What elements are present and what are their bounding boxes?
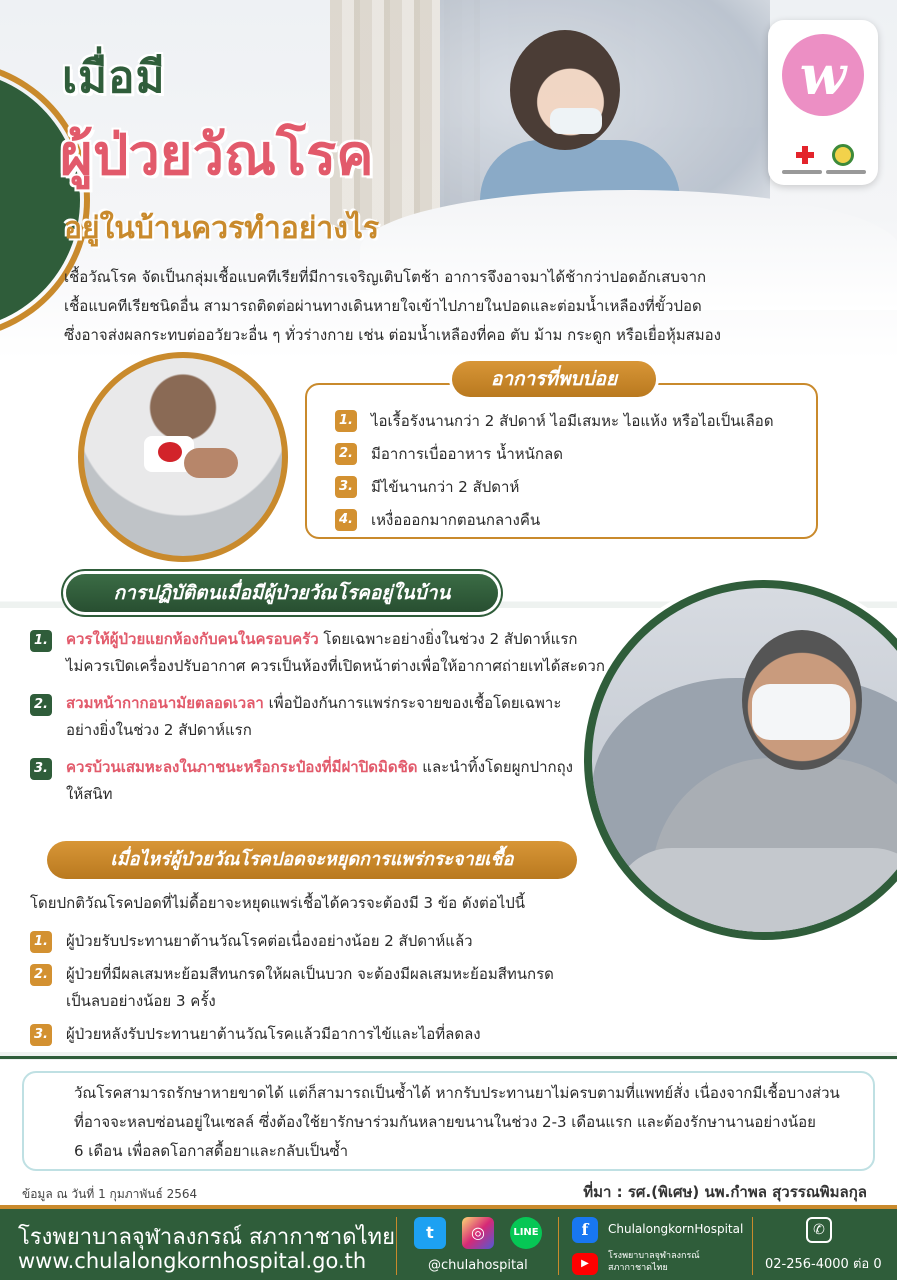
care-rest: โดยเฉพาะอย่างยิ่งในช่วง 2 สัปดาห์แรก (318, 630, 578, 648)
note-line: ที่อาจจะหลบซ่อนอยู่ในเซลล์ ซึ่งต้องใช้ยารักษาร่วมกันหลายขนานในช่วง 2-3 เดือนแรก และต้องรักษานานอย่างน้อย (74, 1113, 816, 1131)
list-item (335, 470, 774, 503)
title-line-2: ผู้ป่วยวัณโรค (60, 123, 374, 188)
hospital-seal-icon (832, 144, 854, 166)
list-item (30, 690, 620, 744)
stop-line: ผู้ป่วยที่มีผลเสมหะย้อมสีทนกรดให้ผลเป็นบวก จะต้องมีผลเสมหะย้อมสีทนกรด (66, 965, 554, 983)
intro-line: ซึ่งอาจส่งผลกระทบต่ออวัยวะอื่น ๆ ทั่วร่างกาย เช่น ต่อมน้ำเหลืองที่คอ ตับ ม้าม กระดูก หรือเยื่อหุ้มสมอง (64, 326, 721, 344)
number-badge: 4. (335, 509, 357, 531)
footer-divider (396, 1217, 397, 1275)
symptoms-list (335, 404, 774, 536)
number-badge: 1. (335, 410, 357, 432)
date-info: ข้อมูล ณ วันที่ 1 กุมภาพันธ์ 2564 (22, 1187, 198, 1201)
list-item (30, 928, 610, 955)
logo-card (768, 20, 878, 185)
number-badge: 2. (335, 443, 357, 465)
symptom-text: เหงื่อออกมากตอนกลางคืน (371, 510, 541, 529)
red-cross-icon (796, 146, 814, 164)
stop-line: ผู้ป่วยรับประทานยาต้านวัณโรคต่อเนื่องอย่างน้อย 2 สัปดาห์แล้ว (66, 932, 473, 950)
section-divider (0, 1056, 897, 1059)
facebook-icon[interactable]: f (572, 1217, 598, 1243)
youtube-line1: โรงพยาบาลจุฬาลงกรณ์ (608, 1251, 700, 1261)
stop-text (66, 961, 554, 1015)
coughing-blood-photo (78, 352, 288, 562)
care-highlight: สวมหน้ากากอนามัยตลอดเวลา (66, 694, 264, 712)
youtube-icon[interactable]: ▶ (572, 1253, 598, 1275)
number-badge: 1. (30, 630, 52, 652)
stop-spread-intro: โดยปกติวัณโรคปอดที่ไม่ดื้อยาจะหยุดแพร่เชื้อได้ควรจะต้องมี 3 ข้อ ดังต่อไปนี้ (30, 894, 526, 912)
care-highlight: ควรให้ผู้ป่วยแยกห้องกับคนในครอบครัว (66, 630, 319, 648)
logo-caption-left (782, 170, 822, 174)
care-text (66, 690, 561, 744)
list-item (30, 961, 610, 1015)
care-line2: อย่างยิ่งในช่วง 2 สัปดาห์แรก (66, 721, 252, 739)
number-badge: 3. (30, 1024, 52, 1046)
facebook-name[interactable]: ChulalongkornHospital (608, 1222, 744, 1236)
list-item (30, 754, 620, 808)
list-item (335, 503, 774, 536)
intro-line: เชื้อวัณโรค จัดเป็นกลุ่มเชื้อแบคทีเรียที่มีการเจริญเติบโตช้า อาการจึงอาจมาได้ช้ากว่าปอดอักเสบจาก (64, 268, 707, 286)
care-line2: ให้สนิท (66, 785, 113, 803)
phone-icon[interactable]: ✆ (806, 1217, 832, 1243)
phone-number[interactable]: 02-256-4000 ต่อ 0 (765, 1257, 882, 1272)
instagram-icon[interactable]: ◎ (462, 1217, 494, 1249)
list-item (30, 626, 620, 680)
women-health-logo: w (782, 34, 864, 116)
title-line-1: เมื่อมี (62, 52, 166, 103)
footer-divider (752, 1217, 753, 1275)
number-badge: 3. (30, 758, 52, 780)
symptoms-heading: อาการที่พบบ่อย (452, 361, 656, 397)
footer-divider (558, 1217, 559, 1275)
social-handle[interactable]: @chulahospital (428, 1258, 528, 1273)
twitter-icon[interactable]: t (414, 1217, 446, 1249)
symptom-text: ไอเรื้อรังนานกว่า 2 สัปดาห์ ไอมีเสมหะ ไอแห้ง หรือไอเป็นเลือด (371, 411, 774, 430)
care-rest: และนำทิ้งโดยผูกปากถุง (417, 758, 573, 776)
note-line: 6 เดือน เพื่อลดโอกาสดื้อยาและกลับเป็นซ้ำ (74, 1142, 349, 1160)
stop-spread-list (30, 928, 610, 1054)
title-line-3: อยู่ในบ้านควรทำอย่างไร (64, 211, 380, 246)
care-heading: การปฏิบัติตนเมื่อมีผู้ป่วยวัณโรคอยู่ในบ้าน (66, 574, 498, 612)
note-line: วัณโรคสามารถรักษาหายขาดได้ แต่ก็สามารถเป็นซ้ำได้ หากรับประทานยาไม่ครบตามที่แพทย์สั่ง เนื่องจากมีเชื้อบางส่วน (74, 1084, 840, 1102)
number-badge: 3. (335, 476, 357, 498)
youtube-line2: สภากาชาดไทย (608, 1263, 668, 1273)
number-badge: 1. (30, 931, 52, 953)
list-item (335, 437, 774, 470)
number-badge: 2. (30, 694, 52, 716)
line-icon[interactable]: LINE (510, 1217, 542, 1249)
intro-paragraph (64, 263, 864, 350)
stop-line: เป็นลบอย่างน้อย 3 ครั้ง (66, 992, 216, 1010)
hospital-name: โรงพยาบาลจุฬาลงกรณ์ สภากาชาดไทย (18, 1225, 395, 1250)
symptom-text: มีไข้นานกว่า 2 สัปดาห์ (371, 477, 520, 496)
stop-spread-heading: เมื่อไหร่ผู้ป่วยวัณโรคปอดจะหยุดการแพร่กระจายเชื้อ (47, 841, 577, 879)
source-credit: ที่มา : รศ.(พิเศษ) นพ.กำพล สุวรรณพิมลกุล (583, 1183, 867, 1201)
stop-text (66, 928, 473, 955)
logo-caption-right (826, 170, 866, 174)
symptom-text: มีอาการเบื่ออาหาร น้ำหนักลด (371, 444, 563, 463)
care-highlight: ควรบ้วนเสมหะลงในภาชนะหรือกระป๋องที่มีฝาปิดมิดชิด (66, 758, 418, 776)
care-line2: ไม่ควรเปิดเครื่องปรับอากาศ ควรเป็นห้องที่เปิดหน้าต่างเพื่อให้อากาศถ่ายเทได้สะดวก (66, 657, 605, 675)
stop-line: ผู้ป่วยหลังรับประทานยาต้านวัณโรคแล้วมีอาการไข้และไอที่ลดลง (66, 1025, 481, 1043)
note-box (22, 1071, 875, 1171)
stop-text (66, 1021, 481, 1048)
care-text (66, 626, 605, 680)
list-item (335, 404, 774, 437)
list-item (30, 1021, 610, 1048)
care-rest: เพื่อป้องกันการแพร่กระจายของเชื้อโดยเฉพาะ (263, 694, 562, 712)
care-list (30, 626, 620, 818)
hospital-url[interactable]: www.chulalongkornhospital.go.th (18, 1249, 367, 1273)
intro-line: เชื้อแบคทีเรียชนิดอื่น สามารถติดต่อผ่านทางเดินหายใจเข้าไปภายในปอดและต่อมน้ำเหลืองที่ขั้วปอด (64, 297, 702, 315)
care-text (66, 754, 573, 808)
youtube-channel[interactable] (608, 1250, 700, 1274)
footer (0, 1205, 897, 1280)
number-badge: 2. (30, 964, 52, 986)
